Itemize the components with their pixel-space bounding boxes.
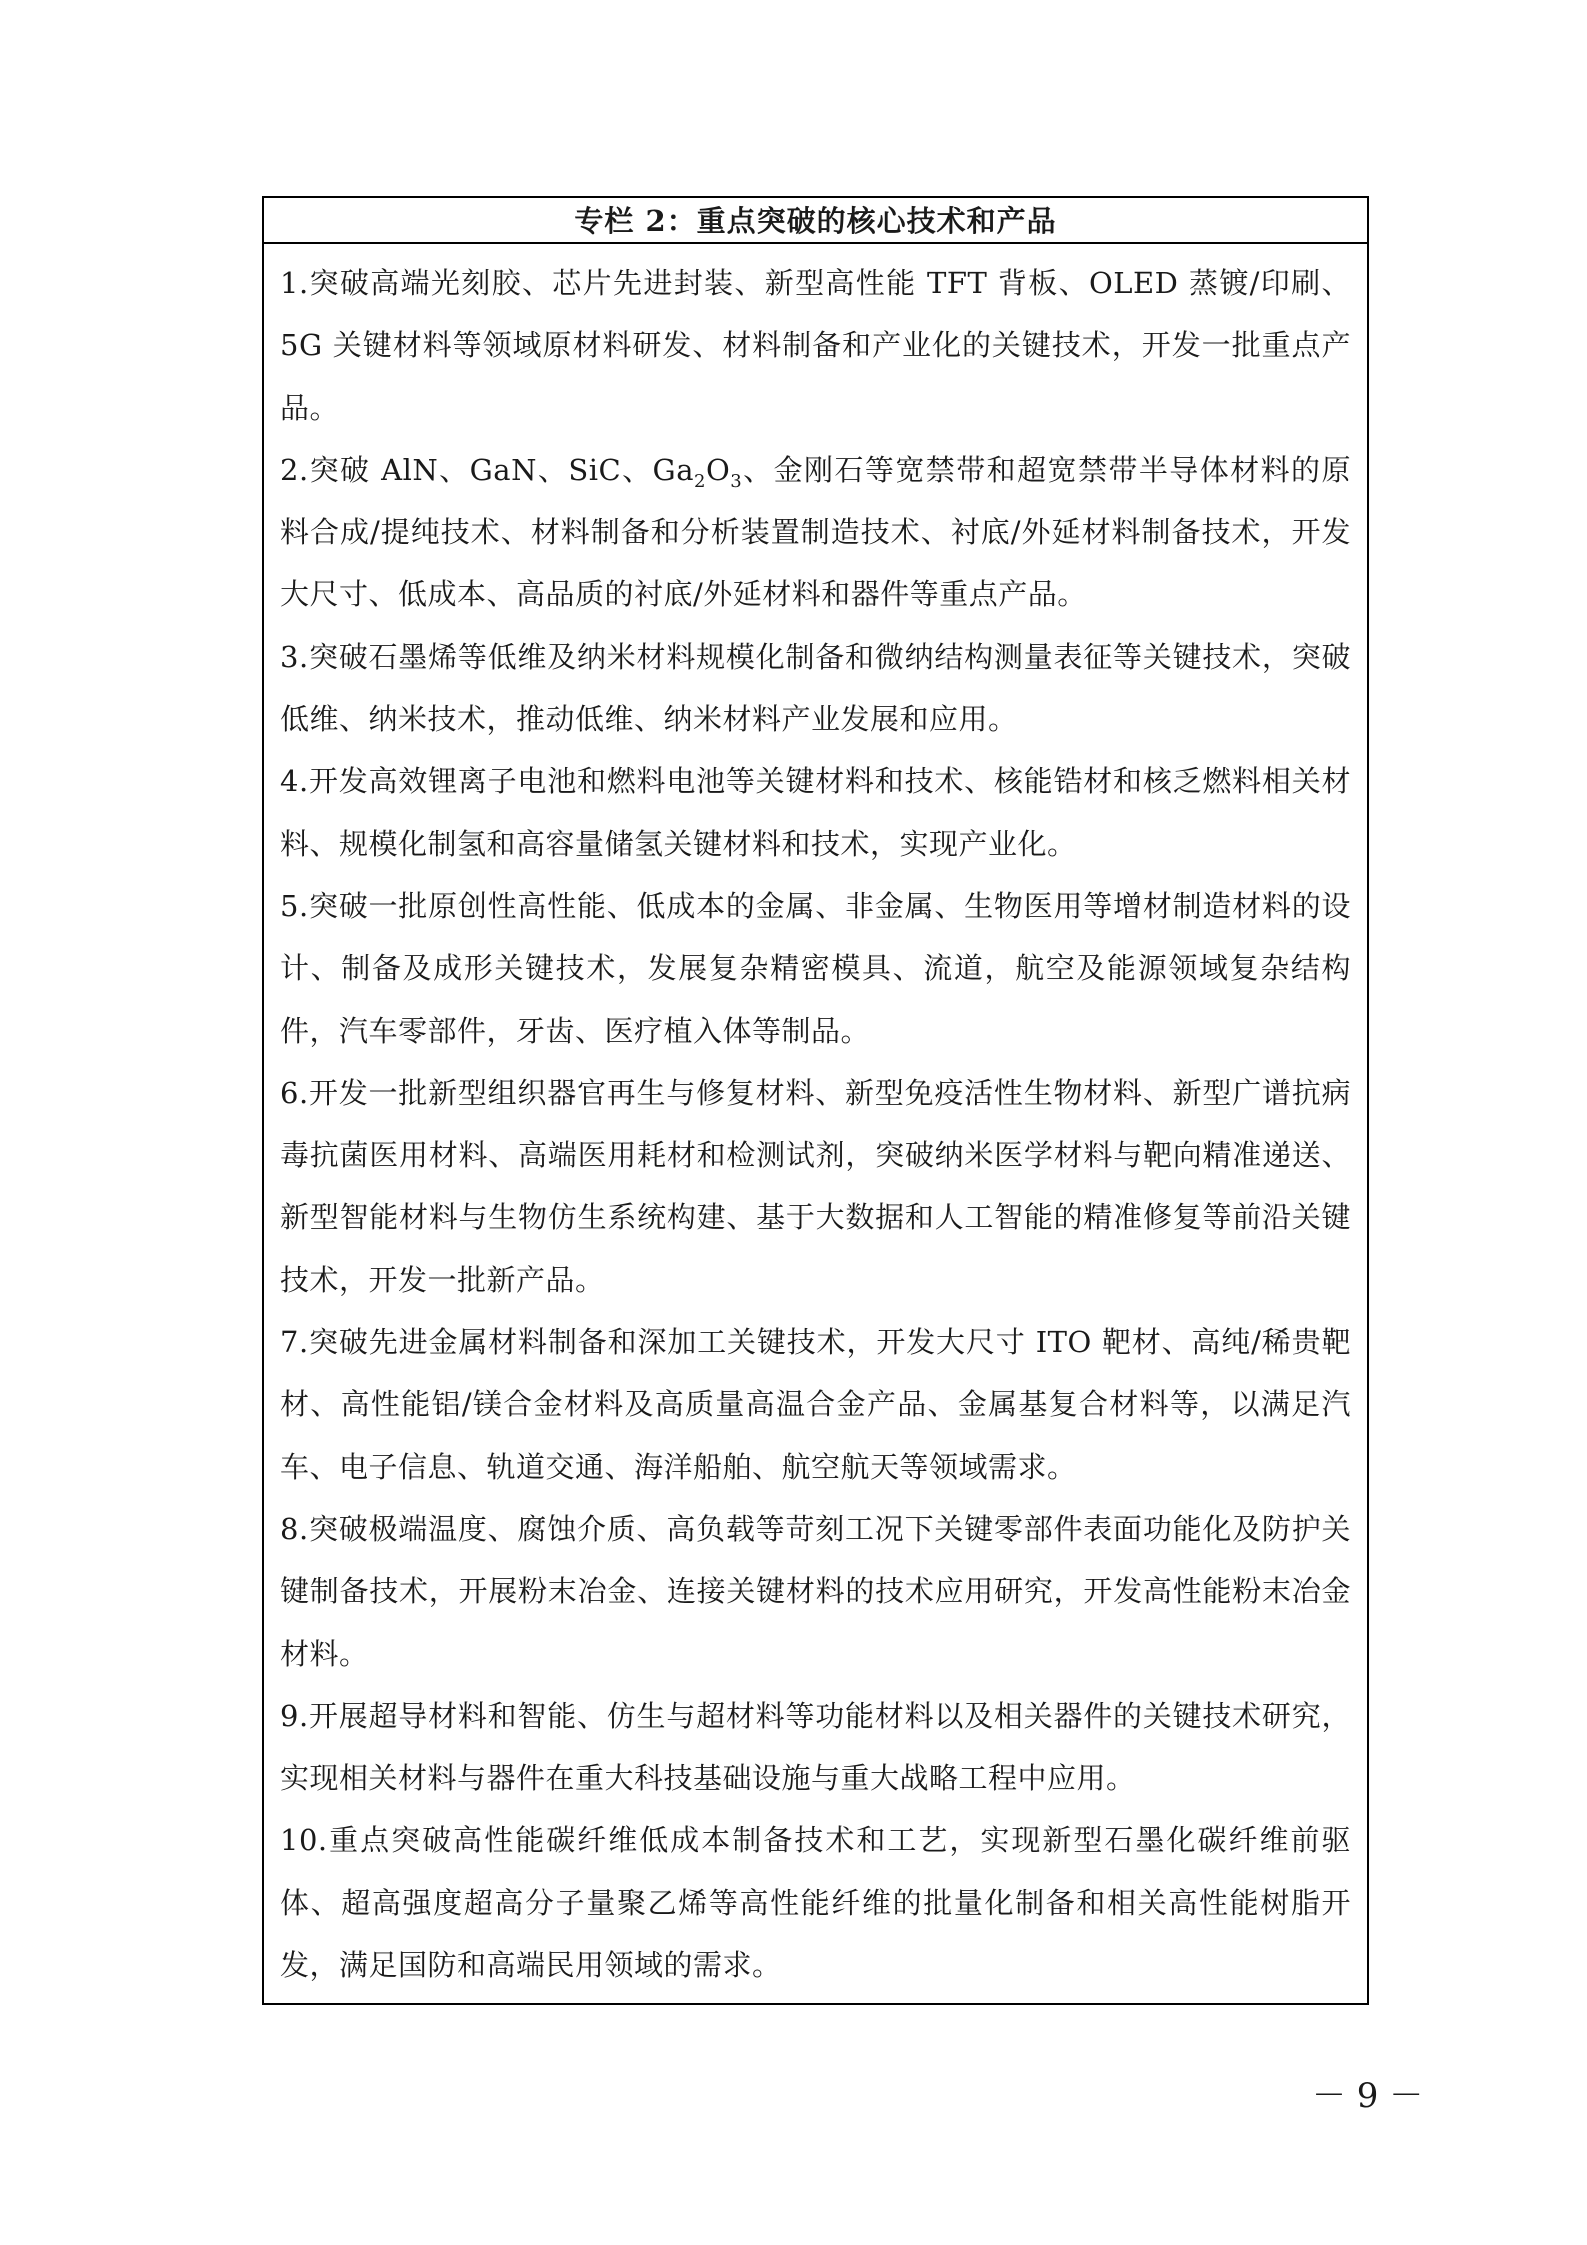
item-text-mid: O — [705, 452, 731, 487]
list-item: 1.突破高端光刻胶、芯片先进封装、新型高性能 TFT 背板、OLED 蒸镀/印刷、5G 关键材料等领域原材料研发、材料制备和产业化的关键技术，开发一批重点产品。 — [280, 266, 1351, 425]
list-item: 10.重点突破高性能碳纤维低成本制备技术和工艺，实现新型石墨化碳纤维前驱体、超高强度超高分子量聚乙烯等高性能纤维的批量化制备和相关高性能树脂开发，满足国防和高端民用领域的需求。 — [280, 1823, 1351, 1983]
list-item: 9.开展超导材料和智能、仿生与超材料等功能材料以及相关器件的关键技术研究，实现相关材料与器件在重大科技基础设施与重大战略工程中应用。 — [280, 1698, 1351, 1796]
item-list — [280, 252, 1351, 1996]
subscript-3: 3 — [730, 470, 743, 492]
list-item — [280, 439, 1351, 626]
list-item: 3.突破石墨烯等低维及纳米材料规模化制备和微纳结构测量表征等关键技术，突破低维、纳米技术，推动低维、纳米材料产业发展和应用。 — [280, 639, 1351, 737]
column-title: 专栏 2：重点突破的核心技术和产品 — [264, 198, 1367, 244]
list-item: 8.突破极端温度、腐蚀介质、高负载等苛刻工况下关键零部件表面功能化及防护关键制备技术，开展粉末冶金、连接关键材料的技术应用研究，开发高性能粉末冶金材料。 — [280, 1511, 1351, 1671]
item-text-post: 、金刚石等宽禁带和超宽禁带半导体材料的原料合成/提纯技术、材料制备和分析装置制造技术、衬底/外延材料制备技术，开发大尺寸、低成本、高品质的衬底/外延材料和器件等重点产品。 — [280, 452, 1351, 612]
item-text-pre: 2.突破 AlN、GaN、SiC、Ga — [280, 452, 694, 487]
subscript-2: 2 — [694, 470, 706, 492]
list-item: 4.开发高效锂离子电池和燃料电池等关键材料和技术、核能锆材和核乏燃料相关材料、规模化制氢和高容量储氢关键材料和技术，实现产业化。 — [280, 764, 1351, 861]
list-item: 6.开发一批新型组织器官再生与修复材料、新型免疫活性生物材料、新型广谱抗病毒抗菌医用材料、高端医用耗材和检测试剂，突破纳米医学材料与靶向精准递送、新型智能材料与生物仿生系统构建、基于大数据和人工智能的精准修复等前沿关键技术，开发一批新产品。 — [280, 1075, 1351, 1297]
column-box — [262, 196, 1369, 2005]
page-number: － 9 － — [1312, 2076, 1424, 2116]
list-item: 7.突破先进金属材料制备和深加工关键技术，开发大尺寸 ITO 靶材、高纯/稀贵靶材、高性能铝/镁合金材料及高质量高温合金产品、金属基复合材料等，以满足汽车、电子信息、轨道交通、海洋船舶、航空航天等领域需求。 — [280, 1325, 1351, 1484]
list-item: 5.突破一批原创性高性能、低成本的金属、非金属、生物医用等增材制造材料的设计、制备及成形关键技术，发展复杂精密模具、流道，航空及能源领域复杂结构件，汽车零部件，牙齿、医疗植入体等制品。 — [280, 888, 1351, 1048]
